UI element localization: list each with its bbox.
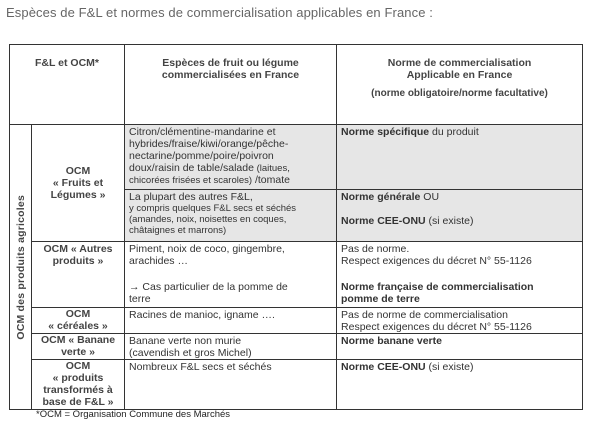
ocm-autres-produits [32,242,125,308]
group-label-cell [10,125,32,410]
header-col1-text: F&L et OCM* [35,57,99,69]
label-banane-1: OCM « Banane [40,334,116,346]
label-fl-3: Légumes » [50,189,106,201]
norm-bold: Norme spécifique [341,126,430,138]
norms-table [9,44,583,410]
label-transformes-4: base de F&L » [42,396,114,408]
norm-autres [337,242,583,308]
species-line: → Cas particulier de la pomme de [129,281,288,293]
label-fl-2: « Fruits et [52,177,104,189]
header-col2-line1: Espèces de fruit ou légume [162,57,299,69]
label-autres-2: produits » [52,255,104,267]
norm-line: Pas de norme. [341,243,410,255]
table-row-autres [10,242,583,308]
table-header-row [10,45,583,125]
species-line: Nombreux F&L secs et séchés [129,361,272,373]
species-cereales [125,308,337,334]
norm-transformes [337,360,583,410]
species-fl-specific [125,125,337,190]
norm-line: Respect exigences du décret N° 55-1126 [341,321,532,333]
header-norm [337,45,583,125]
species-line: Citron/clémentine-mandarine et [129,126,276,138]
species-small-line: (amandes, noix, noisettes en coques, [129,214,287,225]
species-line: La plupart des autres F&L, [129,191,253,203]
label-cereales-1: OCM [65,308,91,320]
ocm-produits-transformes [32,360,125,410]
norm-text: du produit [429,126,479,138]
species-small-text: (laitues, [253,163,290,174]
species-line-mixed-1 [129,162,333,174]
norm-bold: Norme CEE-ONU [341,215,426,227]
label-fl-1: OCM [65,165,91,177]
label-cereales-2: « céréales » [48,320,108,332]
species-line: arachides … [129,255,188,267]
species-small-line: y compris quelques F&L secs et séchés [129,203,297,214]
ocm-cereales [32,308,125,334]
norm-bold: Norme générale [341,191,421,203]
norm-bold: Norme CEE-ONU [341,361,426,373]
norm-ceeonu-line [341,203,579,227]
norm-banane [337,334,583,360]
label-transformes-1: OCM [65,360,91,372]
table-row-banane [10,334,583,360]
ocm-banane-verte [32,334,125,360]
norm-text: (si existe) [425,215,474,227]
group-label: OCM des produits agricoles [14,194,27,340]
header-species [125,45,337,125]
species-text: doux/raisin de table/salade [129,162,254,174]
species-banane [125,334,337,360]
species-line: Racines de manioc, igname …. [129,309,275,321]
footnote: *OCM = Organisation Commune des Marchés [36,409,231,420]
species-line-mixed-2 [129,174,333,186]
ocm-fruits-legumes [32,125,125,242]
species-text: /tomate [252,174,290,186]
page-title: Espèces de F&L et normes de commercialisation applicables en France : [6,5,433,20]
header-col3-sub: (norme obligatoire/norme facultative) [371,88,548,99]
species-line: hybrides/fraise/kiwi/orange/pêche- [129,138,289,150]
table-row-fl-specific [10,125,583,190]
norm-bold: Norme banane verte [341,335,442,347]
species-autres [125,242,337,308]
label-banane-2: verte » [61,346,95,358]
norm-text: OU [420,191,440,203]
header-col2-line2: commercialisées en France [161,69,300,81]
species-transformes [125,360,337,410]
header-fl-ocm [10,45,125,125]
norm-bold-line: pomme de terre [341,293,420,305]
species-small-text: chicorées frisées et scaroles) [129,175,253,186]
header-col3-line1: Norme de commercialisation [387,57,532,69]
table-row-transformes [10,360,583,410]
label-transformes-2: « produits [52,372,104,384]
norm-general-line [341,191,579,203]
norm-fl-specific [337,125,583,190]
table-row-cereales [10,308,583,334]
species-line: (cavendish et gros Michel) [129,347,252,359]
species-fl-general [125,190,337,242]
norm-fl-general [337,190,583,242]
norm-line: Pas de norme de commercialisation [341,309,508,321]
norm-bold-line: Norme française de commercialisation [341,281,534,293]
species-line: terre [129,293,151,305]
species-small-line: châtaignes et marrons) [129,225,227,236]
species-line: nectarine/pomme/poire/poivron [129,150,274,162]
norm-line: Respect exigences du décret N° 55-1126 [341,255,532,267]
norm-text: (si existe) [425,361,474,373]
species-line: Banane verte non murie [129,335,242,347]
label-autres-1: OCM « Autres [43,243,113,255]
header-col3-line2: Applicable en France [406,69,513,81]
norm-cereales [337,308,583,334]
species-line: Piment, noix de coco, gingembre, [129,243,285,255]
label-transformes-3: transformés à [43,384,113,396]
